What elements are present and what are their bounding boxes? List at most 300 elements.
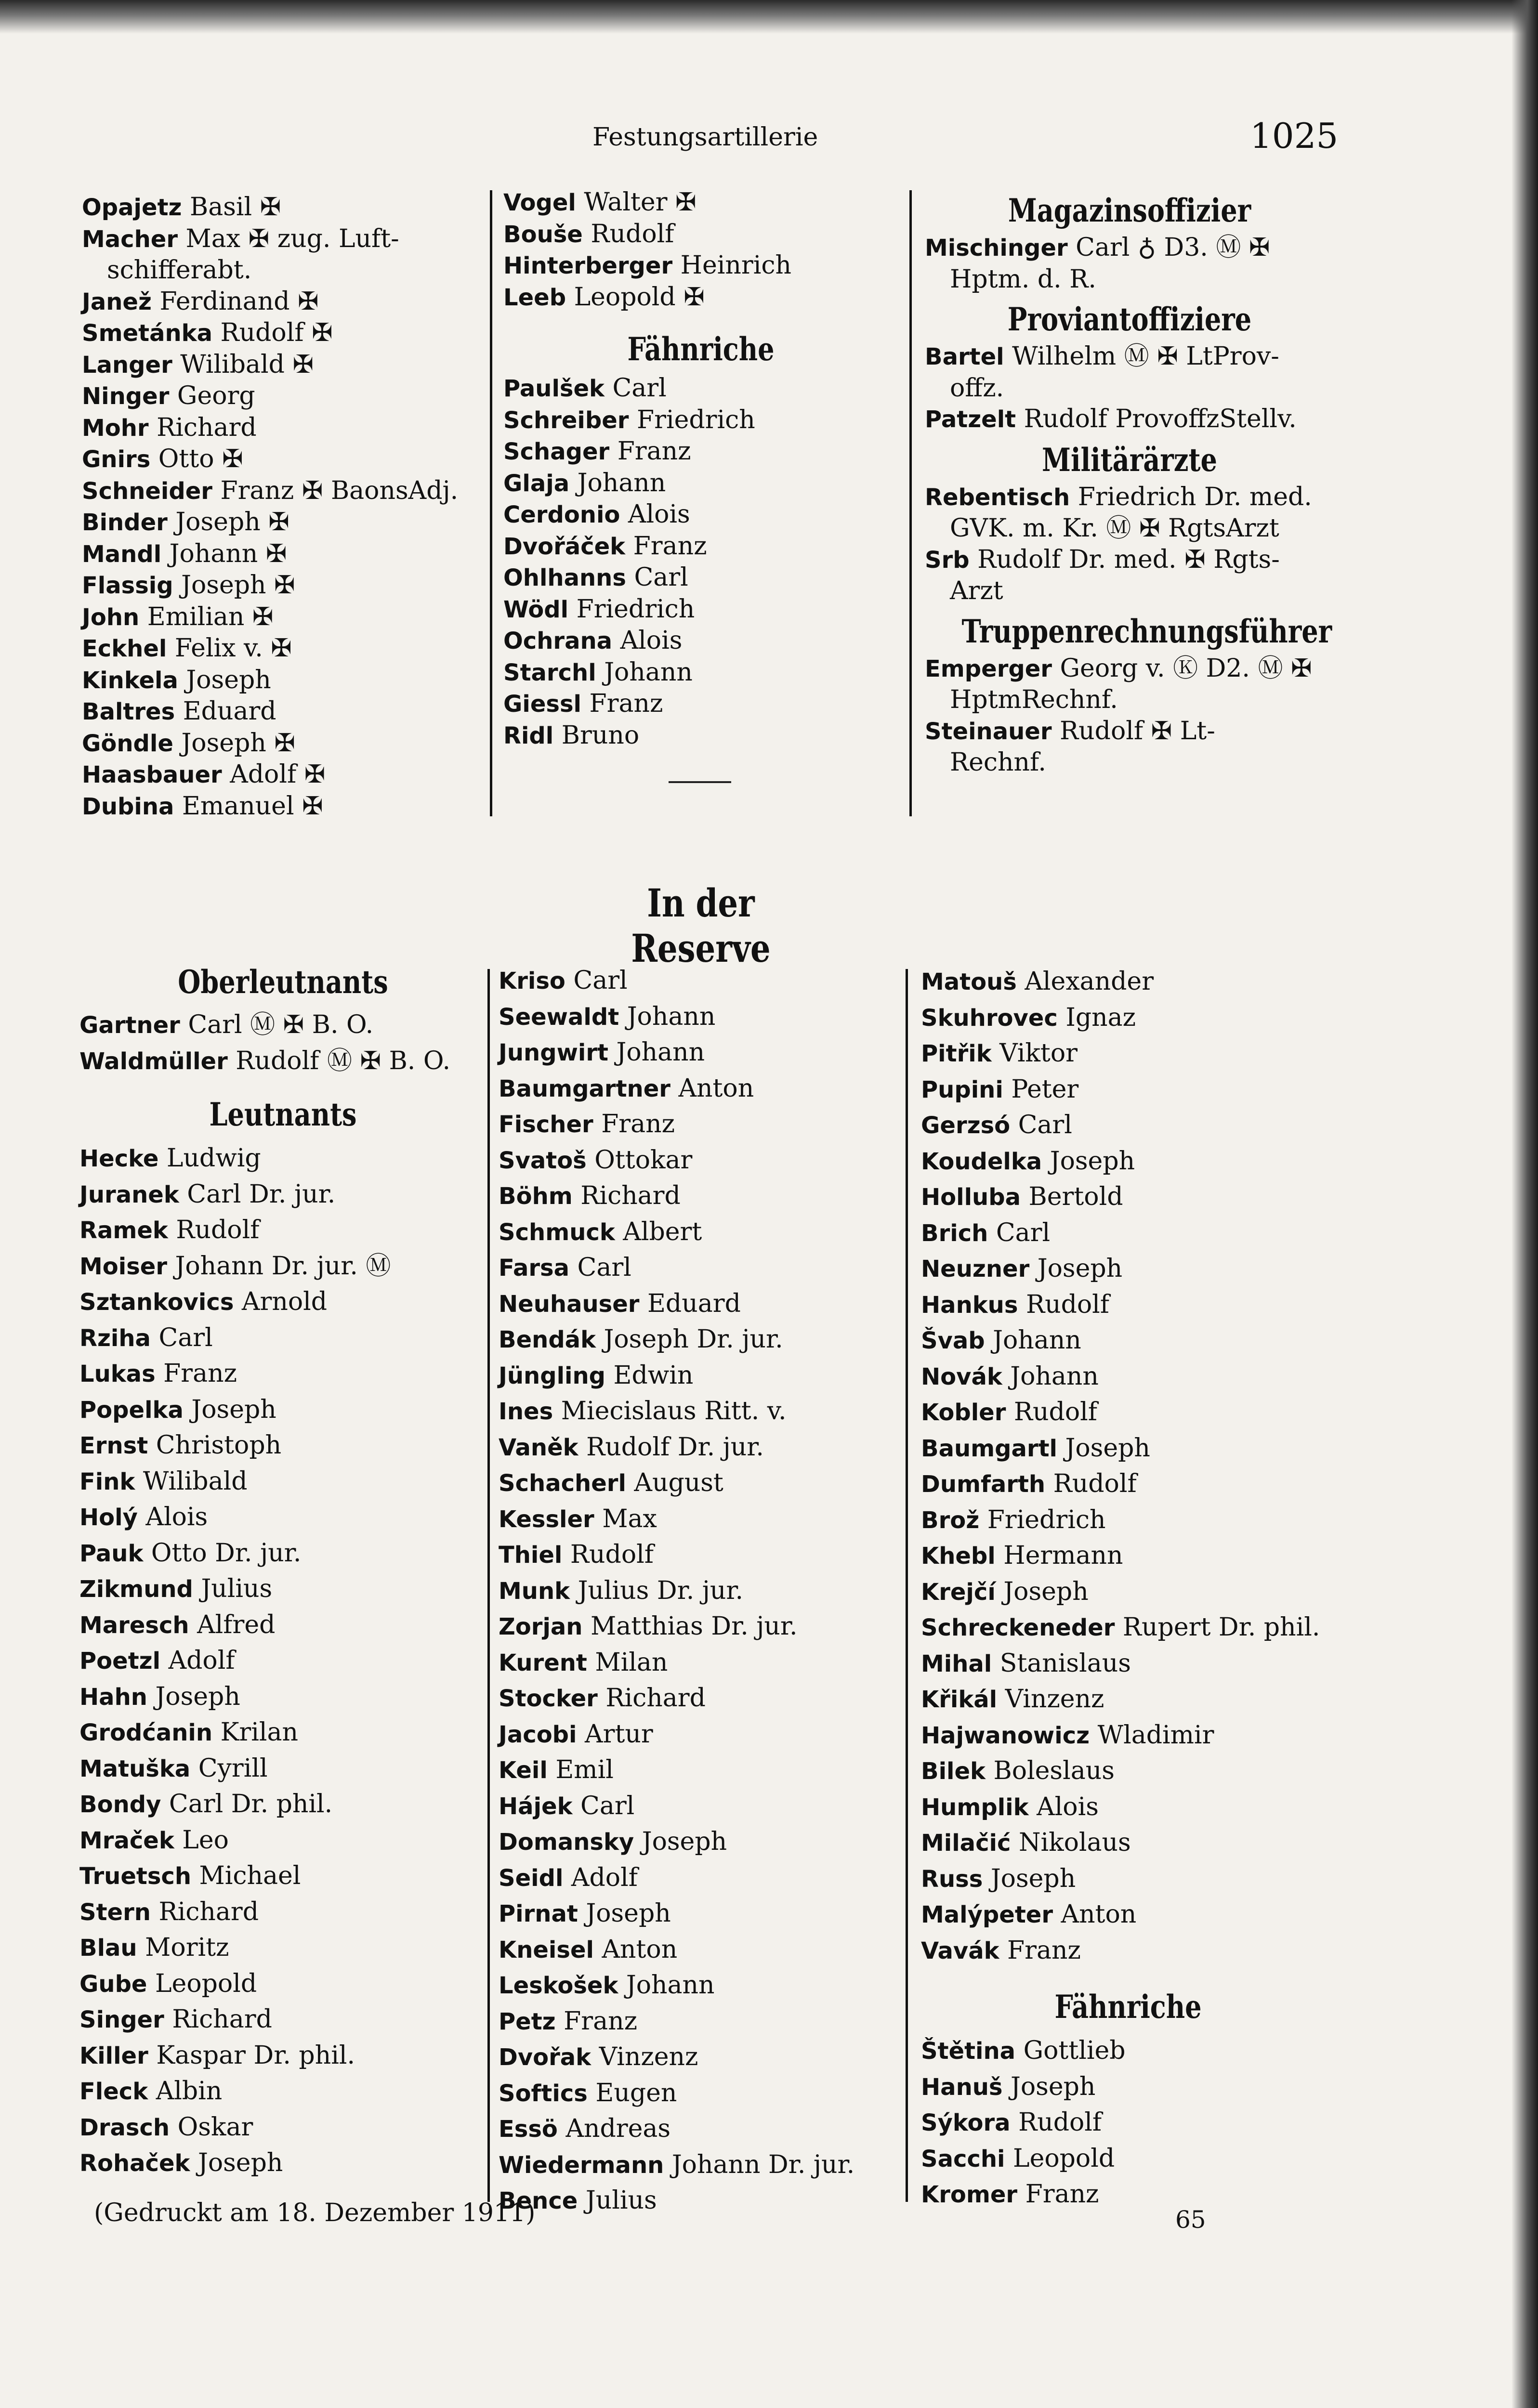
column-rule [490,190,492,816]
given-name: schifferabt. [107,256,252,285]
given-name: Franz [617,437,691,466]
given-name: Carl [580,1791,635,1820]
surname: Binder [82,509,168,536]
given-name: Felix v. [174,634,263,663]
roster-entry [503,531,898,563]
given-name: Richard [172,2005,272,2034]
roster-entry [79,1608,486,1644]
given-name: Vinzenz [599,2042,698,2071]
surname: Böhm [499,1183,573,1210]
roster-entry [499,2040,898,2076]
surname: Hájek [499,1793,573,1820]
roster-entry [82,255,486,286]
given-name: Basil [189,193,252,222]
entry-suffix: ✠ [271,634,292,663]
given-name: Rudolf [570,1540,654,1569]
given-name: Eugen [595,2078,677,2107]
surname: Wödl [503,596,569,623]
roster-entry [921,1323,1335,1359]
entry-suffix: ✠ [304,760,326,789]
given-name: Arnold [241,1287,328,1316]
surname: Kromer [921,2181,1018,2208]
roster-entry [499,1824,898,1860]
surname: Starchl [503,659,596,686]
surname: Sacchi [921,2145,1005,2172]
roster-entry [499,1466,898,1502]
roster-entry [499,1394,898,1430]
roster-entry [921,1646,1335,1682]
roster-entry [499,1860,898,1897]
surname: Gartner [79,1012,180,1039]
surname: Hajwanowicz [921,1722,1090,1749]
given-name: Rudolf [236,1046,319,1075]
surname: Gube [79,1970,147,1998]
given-name: Emil [555,1755,614,1784]
given-name: Leo [182,1825,229,1855]
roster-entry [925,264,1334,295]
given-name: Julius [585,2186,657,2215]
surname: Grodćanin [79,1719,213,1746]
given-name: Carl [573,966,628,995]
entry-suffix: ✠ BaonsAdj. [302,476,459,505]
surname: Baumgartl [921,1435,1057,1462]
given-name: Richard [157,413,257,442]
given-name: Rudolf [591,219,674,249]
entry-suffix: ✠ [312,318,333,347]
surname: Srb [925,546,970,574]
roster-entry [921,1000,1335,1036]
given-name: Artur [585,1719,653,1749]
roster-entry [79,1787,486,1823]
surname: Moiser [79,1253,167,1280]
scan-edge-right [1512,0,1538,2408]
roster-entry [499,2076,898,2112]
column-rule [906,969,908,2202]
surname: Vogel [503,189,576,216]
given-name: Adolf [571,1863,638,1892]
roster-entry [499,963,898,999]
roster-entry [82,380,486,412]
given-name: Johann [627,1002,716,1031]
entry-suffix: Dr. jur. [215,1538,302,1568]
section-heading-faehnriche: Fähnriche [627,330,775,368]
surname: Pirnat [499,1900,578,1927]
roster-entry [79,1858,486,1895]
roster-entry [925,341,1334,373]
surname: Malýpeter [921,1901,1053,1928]
roster-entry [79,1679,486,1715]
roster-entry [82,570,486,602]
given-name: Arzt [950,576,1003,605]
surname: Leskošek [499,1972,618,1999]
roster-entry [79,2002,486,2038]
running-header: Festungsartillerie [592,123,818,152]
roster-entry [921,1036,1335,1072]
roster-entry [921,1359,1335,1395]
roster-entry [921,1108,1335,1144]
surname: Sztankovics [79,1289,234,1316]
given-name: Carl [188,1010,242,1039]
roster-entry [499,1717,898,1753]
surname: Skuhrovec [921,1004,1058,1032]
roster-entry [79,1284,486,1321]
entry-suffix: Ⓜ ✠ RgtsArzt [1106,514,1279,543]
given-name: Rudolf [1053,1469,1137,1498]
roster-entry [82,759,486,791]
given-name: Carl [612,374,667,403]
given-name: Friedrich [987,1505,1106,1534]
given-name: Johann [604,657,693,687]
given-name: Julius [201,1574,273,1603]
surname: Waldmüller [79,1047,228,1075]
surname: Rohaček [79,2150,190,2177]
roster-entry [79,1141,486,1177]
entry-suffix: ProvoffzStellv. [1115,405,1297,433]
given-name: Leopold [1013,2144,1115,2173]
surname: Baltres [82,698,175,725]
surname: Schneider [82,477,212,505]
surname: Ridl [503,722,554,749]
roster-entry [499,2111,898,2147]
roster-entry [921,1861,1335,1898]
surname: Kriso [499,968,565,995]
given-name: Rechnf. [950,748,1046,777]
roster-entry [503,625,898,657]
roster-entry [925,576,1334,607]
surname: Pauk [79,1540,144,1567]
given-name: Rudolf [1024,405,1107,433]
surname: Bouše [503,221,583,248]
surname: Patzelt [925,406,1016,433]
roster-entry [499,1143,898,1179]
given-name: Franz [633,531,707,561]
given-name: Julius [578,1576,649,1605]
roster-entry [925,513,1334,544]
given-name: Franz [601,1110,675,1139]
roster-entry [499,1035,898,1071]
given-name: Alois [145,1503,208,1531]
given-name: Moritz [145,1933,229,1962]
entry-suffix: Dr. phil. [253,2041,355,2070]
entry-suffix: ♁ D3. Ⓜ ✠ [1137,233,1270,262]
surname: Drasch [79,2114,170,2141]
given-name: HptmRechnf. [950,685,1118,714]
surname: Hecke [79,1145,159,1172]
given-name: Alois [628,500,690,529]
section-heading-leutnants: Leutnants [209,1096,357,1133]
given-name: Christoph [156,1431,282,1460]
entry-suffix: ✠ [684,282,705,312]
signature-number: 65 [1175,2206,1206,2234]
roster-entry [503,373,898,405]
surname: Hanuš [921,2073,1003,2101]
given-name: Oskar [177,2112,253,2142]
roster-entry [921,2177,1335,2213]
entry-suffix: Dr. phil. [231,1790,333,1819]
given-name: Kaspar [156,2041,246,2070]
given-name: Max [602,1504,657,1533]
roster-entry [82,223,486,255]
surname: Neuhauser [499,1290,640,1318]
surname: Eckhel [82,635,167,662]
entry-suffix: ✠ [260,193,281,222]
roster-entry [921,1431,1335,1467]
section-heading: Magazinsoffizier [1008,192,1251,229]
roster-entry [82,412,486,444]
print-date-note: (Gedruckt am 18. Dezember 1911) [94,2199,536,2227]
roster-entry [499,1250,898,1286]
roster-entry [921,1754,1335,1790]
given-name: Johann [175,1251,264,1281]
given-name: Hermann [1003,1541,1123,1570]
given-name: Joseph [175,508,261,537]
surname: Vavák [921,1937,999,1964]
surname: Emperger [925,655,1052,682]
surname: Sýkora [921,2109,1011,2136]
given-name: Rudolf [1013,1398,1098,1426]
surname: Ines [499,1398,553,1425]
roster-entry [79,1715,486,1751]
roster-entry [499,1681,898,1717]
surname: Opajetz [82,194,182,221]
roster-entry [921,2069,1335,2106]
surname: Dvořak [499,2044,592,2071]
roster-entry [499,1107,898,1143]
surname: Bondy [79,1791,161,1818]
roster-entry [79,1536,486,1572]
given-name: Franz [220,476,294,505]
surname: Khebl [921,1543,996,1570]
surname: Popelka [79,1396,184,1424]
entry-suffix: Ⓚ D2. Ⓜ ✠ [1173,654,1312,683]
surname: Křikál [921,1686,998,1713]
surname: Fischer [499,1111,593,1138]
given-name: August [634,1468,723,1497]
surname: Krejčí [921,1578,996,1606]
entry-suffix: Dr. jur. [768,2150,855,2179]
surname: Holý [79,1504,138,1531]
entry-suffix: Dr. phil. [1218,1613,1320,1642]
given-name: Rudolf [1060,716,1144,746]
surname: Cerdonio [503,501,620,528]
surname: Göndle [82,730,173,757]
roster-entry [79,1008,486,1044]
surname: Petz [499,2008,556,2035]
surname: Seewaldt [499,1003,619,1031]
surname: Gerzsó [921,1112,1011,1139]
given-name: Bruno [561,720,640,750]
roster-entry [82,192,486,223]
roster-entry [499,1753,898,1789]
given-name: Rudolf [1025,1290,1110,1319]
column-rule [487,969,490,2202]
given-name: Friedrich [576,594,695,624]
given-name: Carl [169,1790,223,1819]
roster-entry [925,716,1334,747]
entry-suffix: ✠ [274,728,295,758]
given-name: Eduard [647,1289,741,1318]
roster-entry [499,1896,898,1932]
entry-suffix: Dr. med. ✠ Rgts- [1068,545,1280,574]
entry-suffix: ✠ [268,508,289,537]
given-name: Friedrich [637,405,755,434]
entry-suffix: ✠ [292,350,314,379]
entry-suffix: Dr. jur. [657,1576,744,1605]
given-name: Johann [577,468,666,497]
given-name: Anton [602,1935,678,1964]
surname: Schager [503,438,610,465]
given-name: Johann [993,1326,1081,1355]
surname: Brich [921,1219,988,1247]
surname: Leeb [503,284,566,311]
roster-entry [82,444,486,475]
given-name: Carl [1076,233,1130,262]
roster-entry [82,538,486,570]
given-name: Rudolf [1018,2108,1102,2137]
given-name: Carl [158,1323,213,1352]
roster-entry [499,1322,898,1358]
given-name: Adolf [230,760,297,789]
given-name: Joseph [1011,2072,1096,2101]
surname: Russ [921,1865,983,1893]
roster-entry [79,1213,486,1249]
surname: Zikmund [79,1576,193,1603]
surname: Novák [921,1363,1002,1390]
given-name: Bertold [1028,1182,1123,1211]
surname: Neuzner [921,1256,1030,1283]
roster-entry [503,436,898,468]
roster-entry [499,1358,898,1394]
given-name: Michael [199,1861,301,1890]
surname: Wiedermann [499,2151,664,2179]
surname: Farsa [499,1255,569,1282]
surname: Flassig [82,572,173,599]
given-name: Richard [158,1897,259,1926]
given-name: Ludwig [166,1144,261,1173]
roster-entry [499,1286,898,1322]
given-name: Joseph [155,1682,240,1711]
section-heading: Militärärzte [1042,441,1217,479]
roster-entry [499,1215,898,1251]
given-name: Matthias [591,1612,703,1641]
surname: Schreckeneder [921,1614,1115,1641]
top-column-3 [925,192,1334,778]
given-name: Franz [589,689,663,718]
surname: Killer [79,2042,148,2069]
roster-entry [499,1789,898,1825]
surname: Hahn [79,1683,147,1711]
given-name: Joseph [186,665,271,694]
roster-entry [503,282,898,314]
surname: Mandl [82,540,162,568]
entry-suffix: Ⓜ ✠ B. O. [327,1046,450,1075]
surname: Langer [82,351,172,379]
given-name: Joseph [1003,1577,1089,1606]
surname: Štětina [921,2038,1016,2065]
given-name: Joseph [191,1395,276,1424]
given-name: Alois [620,626,683,655]
reserve-title: In der Reserve [631,880,771,971]
given-name: Wilhelm [1012,342,1117,371]
given-name: Stanislaus [999,1649,1131,1678]
roster-entry [503,405,898,436]
roster-entry [503,499,898,531]
roster-entry [503,562,898,594]
roster-entry [79,1895,486,1931]
given-name: Milan [595,1648,668,1677]
roster-entry [499,2004,898,2040]
surname: Mohr [82,414,149,442]
given-name: Friedrich [1078,482,1196,511]
surname: Brož [921,1506,980,1534]
given-name: Johann [616,1038,705,1067]
entry-suffix: Dr. jur. [249,1179,336,1209]
given-name: Heinrich [680,251,792,280]
entry-suffix: ✠ [252,602,274,631]
entry-suffix: Ⓜ ✠ B. O. [250,1010,374,1039]
given-name: Wladimir [1097,1720,1214,1750]
roster-entry [921,2141,1335,2177]
surname: Juranek [79,1181,179,1208]
surname: Pupini [921,1076,1003,1103]
surname: Bartel [925,343,1004,370]
surname: Mihal [921,1650,992,1677]
roster-entry [503,219,898,250]
top-column-2 [503,187,898,751]
roster-entry [921,1538,1335,1574]
given-name: Carl [187,1179,241,1209]
reserve-column-1 [79,963,486,2182]
surname: Ninger [82,383,170,410]
given-name: Franz [1007,1936,1081,1965]
roster-entry [925,653,1334,685]
roster-entry [499,1502,898,1538]
roster-entry [921,1718,1335,1754]
roster-entry [82,696,486,728]
given-name: Joseph [990,1864,1076,1893]
roster-entry [925,232,1334,264]
given-name: Vinzenz [1005,1685,1104,1714]
surname: Humplik [921,1793,1029,1821]
roster-entry [503,250,898,282]
section-heading-faehnriche-reserve: Fähnriche [1054,1988,1202,2026]
given-name: Boleslaus [993,1756,1115,1785]
given-name: Edwin [613,1361,694,1390]
surname: Holluba [921,1184,1021,1211]
surname: Dvořáček [503,533,626,560]
reserve-column-2 [499,963,898,2219]
roster-entry [925,747,1334,778]
surname: Milačić [921,1830,1011,1857]
surname: Smetánka [82,320,212,347]
roster-entry [79,1321,486,1357]
given-name: Otto [151,1538,207,1568]
surname: Bendák [499,1326,596,1353]
surname: Bence [499,2187,578,2214]
surname: Giessl [503,691,581,718]
given-name: Georg v. [1060,654,1165,683]
surname: Lukas [79,1361,156,1387]
roster-entry [503,468,898,499]
given-name: Albin [156,2077,223,2106]
given-name: Carl [1018,1111,1072,1139]
surname: Jüngling [499,1362,605,1389]
surname: Munk [499,1577,570,1605]
roster-entry [82,349,486,381]
surname: Rebentisch [925,484,1070,511]
surname: Keil [499,1757,548,1784]
given-name: Gottlieb [1023,2036,1126,2065]
